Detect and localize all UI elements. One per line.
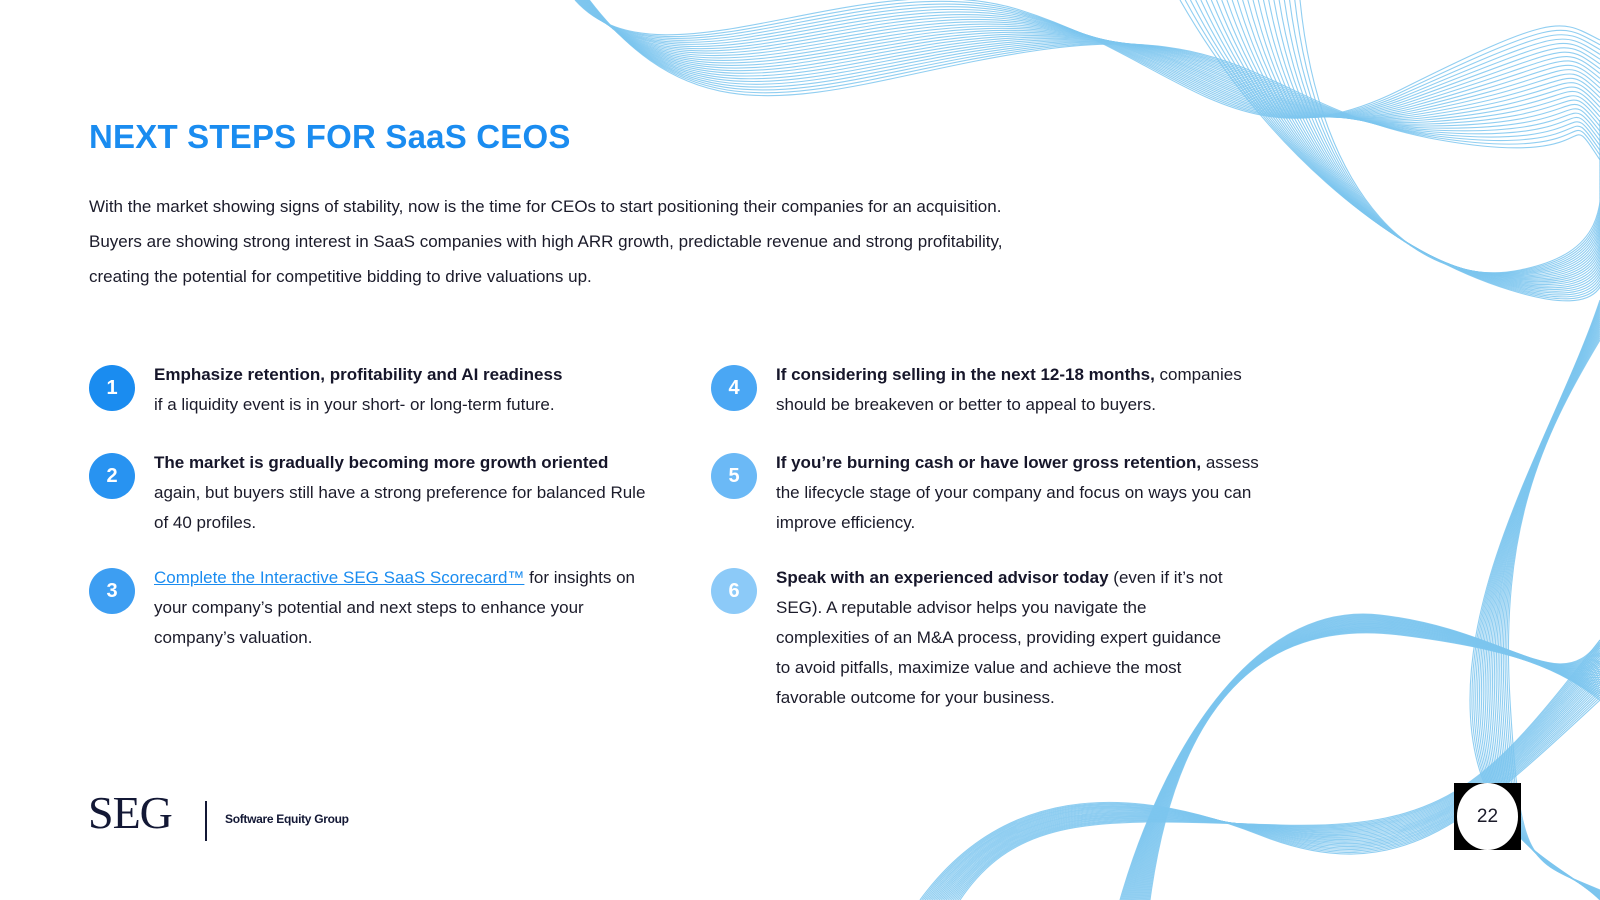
step-number-badge: 6	[711, 568, 757, 614]
step-text	[154, 563, 664, 653]
wave-line	[1258, 0, 1600, 277]
step-heading: Speak with an experienced advisor today	[776, 568, 1109, 587]
wave-line	[1295, 0, 1600, 273]
wave-line	[1300, 0, 1600, 273]
company-name: Software Equity Group	[225, 812, 349, 826]
wave-line	[1274, 0, 1600, 275]
wave-line	[1243, 0, 1600, 280]
wave-line	[1232, 0, 1600, 283]
step-body: again, but buyers still have a strong preference for balanced Rule of 40 profiles.	[154, 483, 646, 532]
wave-line	[575, 0, 1600, 150]
wave-line	[575, 0, 1600, 131]
wave-line	[1190, 0, 1600, 297]
wave-line	[575, 0, 1600, 141]
step-text	[776, 563, 1226, 713]
wave-line	[575, 0, 1600, 119]
wave-line	[1290, 0, 1600, 273]
step-text	[154, 360, 654, 420]
wave-line	[575, 0, 1600, 117]
wave-line	[575, 0, 1600, 117]
wave-line	[575, 0, 1600, 118]
wave-line	[575, 0, 1600, 123]
wave-line	[1269, 0, 1600, 275]
wave-line	[1508, 340, 1600, 890]
seg-logo: SEG	[88, 787, 172, 838]
wave-line	[575, 0, 1600, 155]
wave-line	[575, 0, 1600, 120]
page-title: NEXT STEPS FOR SaaS CEOS	[89, 118, 571, 155]
wave-line	[1211, 0, 1600, 290]
wave-line	[1222, 0, 1600, 286]
footer-divider	[205, 801, 207, 841]
step-body: assess the lifecycle stage of your company and focus on ways you can improve efficiency.	[776, 453, 1259, 532]
scorecard-link[interactable]: Complete the Interactive SEG SaaS Scorecard™	[154, 568, 525, 587]
wave-line	[1217, 0, 1600, 288]
step-heading: The market is gradually becoming more growth oriented	[154, 453, 609, 472]
wave-line	[1196, 0, 1600, 295]
wave-line	[575, 0, 1600, 117]
wave-line	[575, 0, 1600, 118]
wave-line	[1263, 0, 1600, 276]
step-text	[776, 448, 1281, 538]
wave-line	[575, 0, 1600, 119]
wave-line	[575, 0, 1600, 124]
wave-line	[1253, 0, 1600, 278]
wave-line	[1227, 0, 1600, 285]
step-heading: Emphasize retention, profitability and AI readiness	[154, 365, 563, 384]
wave-line	[575, 0, 1600, 117]
step-number-badge: 5	[711, 453, 757, 499]
step-number-badge: 2	[89, 453, 135, 499]
wave-line	[1180, 0, 1600, 301]
step-number-badge: 4	[711, 365, 757, 411]
step-body: if a liquidity event is in your short- or long-term future.	[154, 395, 555, 414]
wave-line	[1201, 0, 1600, 293]
wave-line	[575, 0, 1600, 126]
page-number: 22	[1457, 783, 1518, 850]
wave-line	[575, 0, 1600, 117]
wave-line	[575, 0, 1600, 146]
step-text	[776, 360, 1276, 420]
wave-line	[1248, 0, 1600, 279]
step-body: (even if it’s not SEG). A reputable advisor helps you navigate the complexities of an M&A process, providing expert guidance to avoid pitfalls, maximize value and achieve the most favorable outcome for your business.	[776, 568, 1223, 707]
wave-line	[1284, 0, 1600, 274]
wave-line	[575, 0, 1600, 118]
wave-line	[1185, 0, 1600, 299]
intro-paragraph: With the market showing signs of stability, now is the time for CEOs to start positioning their companies for an acquisition. Buyers are showing strong interest in SaaS companies with high ARR growth, predictable revenue and strong profitability, creating the potential for competitive bidding to drive valuations up.	[89, 197, 1003, 286]
wave-line	[575, 0, 1600, 117]
step-number-badge: 3	[89, 568, 135, 614]
step-body: companies should be breakeven or better to appeal to buyers.	[776, 365, 1242, 414]
wave-line	[575, 0, 1600, 118]
wave-line	[575, 0, 1600, 160]
wave-line	[1206, 0, 1600, 291]
step-number-badge: 1	[89, 365, 135, 411]
wave-line	[1279, 0, 1600, 274]
wave-line	[575, 0, 1600, 117]
wave-line	[1237, 0, 1600, 282]
step-text	[154, 448, 654, 538]
wave-line	[575, 0, 1600, 136]
step-body: for insights on your company’s potential and next steps to enhance your company’s valuation.	[154, 568, 635, 647]
wave-line	[575, 0, 1600, 118]
step-heading: If considering selling in the next 12-18 months,	[776, 365, 1155, 384]
wave-line	[575, 0, 1600, 121]
step-heading: If you’re burning cash or have lower gross retention,	[776, 453, 1202, 472]
